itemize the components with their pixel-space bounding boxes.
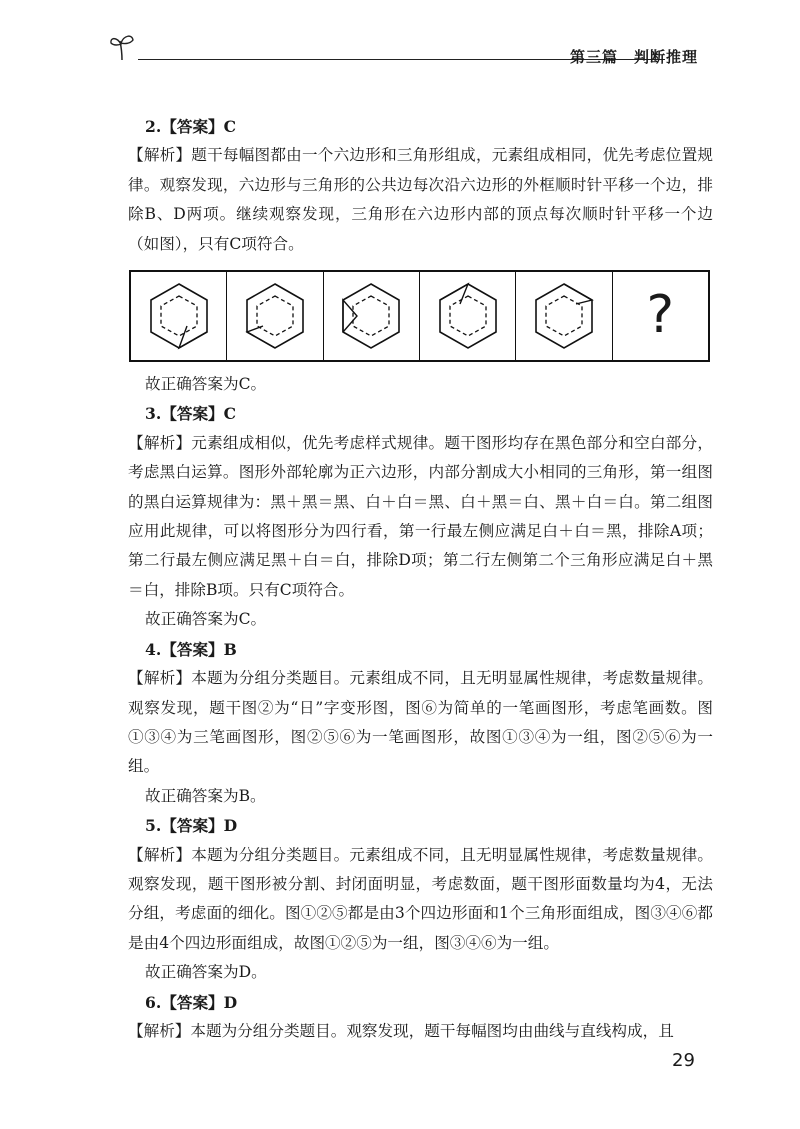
hexagon-figure-4: [428, 276, 508, 356]
figure-cell-3: [324, 272, 420, 360]
figure-cell-2: [227, 272, 323, 360]
hexagon-figure-2: [235, 276, 315, 356]
q4-conclusion: 故正确答案为B。: [145, 786, 266, 805]
hexagon-figure-1: [139, 276, 219, 356]
q2-answer: 2.【答案】C: [145, 117, 237, 136]
figure-cell-5: [516, 272, 612, 360]
header-title: [570, 46, 698, 67]
q4-answer: 4.【答案】B: [145, 639, 237, 659]
q6-answer: 6.【答案】D: [145, 992, 238, 1012]
header-section: 判断推理: [634, 48, 699, 66]
page-number: 29: [672, 1050, 695, 1071]
q5-conclusion: 故正确答案为D。: [145, 963, 267, 982]
q3-analysis: 【解析】元素组成相似，优先考虑样式规律。题干图形均存在黑色部分和空白部分，考虑黑白运算。图形外部轮廓为正六边形，内部分割成大小相同的三角形，第一组图的黑白运算规律为：黑＋黑＝黑、白＋白＝黑、白＋黑＝白、黑＋白＝白。第二组图应用此规律，可以将图形分为四行看，第一行最左侧应满足白＋白＝黑，排除A项；第二行最左侧应满足黑＋白＝白，排除D项；第二行左侧第二个三角形应满足白＋黑＝白，排除B项。只有C项符合。: [128, 433, 713, 599]
figure-cell-4: [420, 272, 516, 360]
q2-figure: [129, 270, 710, 362]
q3-answer: 3.【答案】C: [145, 404, 237, 424]
hexagon-figure-5: [524, 276, 604, 356]
q2-conclusion: 故正确答案为C。: [145, 375, 267, 394]
q6-analysis: 【解析】本题为分组分类题目。观察发现，题干每幅图均由曲线与直线构成，且: [128, 1021, 674, 1040]
figure-cell-1: [131, 272, 227, 360]
q5-answer: 5.【答案】D: [145, 816, 238, 836]
question-mark: ?: [646, 285, 675, 346]
q2-analysis: 【解析】题干每幅图都由一个六边形和三角形组成，元素组成相同，优先考虑位置规律。观察发现，六边形与三角形的公共边每次沿六边形的外框顺时针平移一个边，排除B、D两项。继续观察发现，三角形在六边形内部的顶点每次顺时针平移一个边（如图），只有C项符合。: [128, 146, 713, 253]
q4-analysis: 【解析】本题为分组分类题目。元素组成不同，且无明显属性规律，考虑数量规律。观察发现，题干图②为“日”字变形图，图⑥为简单的一笔画图形，考虑笔画数。图①③④为三笔画图形，图②⑤⑥为一笔画图形，故图①③④为一组，图②⑤⑥为一组。: [128, 669, 713, 776]
hexagon-figure-3: [331, 276, 411, 356]
running-header: [108, 32, 800, 72]
figure-cell-6: [613, 272, 708, 360]
header-part: 第三篇: [570, 48, 619, 66]
sprout-icon: [108, 32, 138, 62]
page-body: [113, 112, 713, 1046]
q3-conclusion: 故正确答案为C。: [145, 610, 267, 629]
q5-analysis: 【解析】本题为分组分类题目。元素组成不同，且无明显属性规律，考虑数量规律。观察发现，题干图形被分割、封闭面明显，考虑数面，题干图形面数量均为4，无法分组，考虑面的细化。图①②⑤都是由3个四边形面和1个三角形面组成，图③④⑥都是由4个四边形面组成，故图①②⑤为一组，图③④⑥为一组。: [128, 845, 713, 952]
